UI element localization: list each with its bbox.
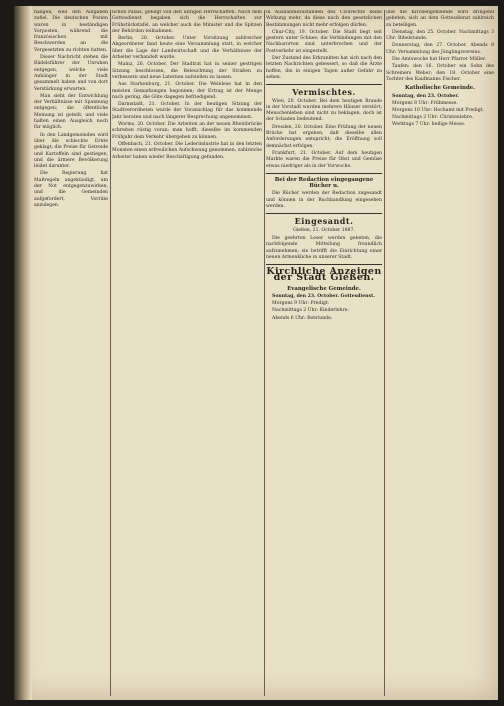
paragraph: Dresden, 20. October. Eine Prüfung der neuen Brücke hat ergeben, daß dieselbe allen Anforderungen entspricht; die Eröffnung soll demnächst erfolgen.: [266, 124, 382, 149]
notice-line: Sonntag, den 23. October. Gottesdienst.: [272, 293, 375, 299]
paragraph: Wien, 20. October. Bei dem heutigen Brande in der Vorstadt wurden mehrere Häuser zerstört; Menschenleben sind nicht zu beklagen, doch ist der Schaden bedeutend.: [266, 98, 382, 123]
newspaper-page: [14, 6, 498, 700]
subsection-title: Evangelische Gemeinde.: [287, 285, 361, 292]
paragraph: Chur-City, 19. October. Die Stadt liegt seit gestern unter Schnee; die Verbindungen mit den Nachbarorten sind unterbrochen und der Postverkehr ist eingestellt.: [266, 29, 382, 54]
paragraph: Die Amtswoche hat Herr Pfarrer Müller.: [392, 57, 486, 63]
paragraph: Donnerstag, den 27. October. Abends 8 Uhr: Versammlung des Jünglingsvereins.: [386, 43, 494, 55]
section-title-church-notices: Kirchliche Anzeigen der Stadt Gießen.: [266, 266, 382, 284]
paragraph: Mainz, 20. October. Der Stadtrat hat in seiner gestrigen Sitzung beschlossen, die Beleuchtung der Straßen zu verbessern und neue Laternen aufstellen zu lassen.: [112, 62, 262, 80]
paragraph: Die geehrten Leser werden gebeten, die nachfolgende Mitteilung freundlich aufzunehmen; sie betrifft die Einrichtung einer neuen Armenküche in unserer Stadt.: [266, 235, 382, 260]
section-rule: [266, 213, 382, 214]
paragraph: Der Zustand des Erkrankten hat sich nach den letzten Nachrichten gebessert, so daß die Ärzte hoffen, ihn in einigen Tagen außer Gefahr zu sehen.: [266, 56, 382, 80]
notice-line: Nachmittags 2 Uhr: Christenlehre.: [392, 115, 474, 121]
column-divider: [384, 10, 385, 696]
paragraph: Frankfurt, 21. October. Auf dem heutigen Markte waren die Preise für Obst und Gemüse etwas niedriger als in der Vorwoche.: [266, 150, 382, 169]
paragraph: Darmstadt, 21. October. In der heutigen Sitzung der Stadtverordneten wurde der Voranschlag für das kommende Jahr beraten und nach längerer Besprechung angenommen.: [112, 102, 262, 120]
paragraph: Berlin, 20. October. Unter Vorsitzung zahlreicher Abgeordneter fand heute eine Versammlung statt, in welcher über die Lage der Landwirtschaft und die Verhältnisse der Arbeiter verhandelt wurde.: [112, 36, 262, 61]
notice-line: Morgens 10 Uhr: Hochamt mit Predigt.: [392, 107, 484, 113]
paragraph: In den Landgemeinden wird über die schlechte Ernte geklagt; die Preise für Getreide und Kartoffeln sind gestiegen, und die ärmere Bevölkerung leidet darunter.: [34, 132, 108, 170]
section-rule: [266, 173, 382, 174]
paragraph: Man sieht der Entwicklung der Verhältnisse mit Spannung entgegen; die öffentliche Meinung ist geteilt, und viele halten einen Ausgleich noch für möglich.: [34, 93, 108, 131]
column-2: [112, 10, 262, 696]
paragraph: Taufen: den 16. October ein Sohn des Schreiners Weber; den 18. October eine Tochter des Kaufmanns Fischer.: [386, 64, 494, 82]
paragraph: hängen, weil den Aufgaben zufiel. Die deutschen Posten waren in beständigen Vorposten, während die französischen mit Beschwerden an die Vorgesetzten zu richten hatten.: [34, 10, 108, 53]
paragraph: Die Bücher werden der Redaction zugesandt und können in der Buchhandlung eingesehen werden.: [266, 191, 382, 210]
paragraph: Offenbach, 21. October. Die Lederindustrie hat in den letzten Monaten einen erfreulichen Aufschwung genommen; zahlreiche Arbeiter haben wieder Beschäftigung gefunden.: [112, 141, 262, 160]
column-divider: [110, 10, 111, 696]
dateline: Gießen, 21. October 1887.: [293, 227, 355, 233]
column-1: [34, 10, 108, 696]
section-title-miscellaneous: Vermischtes.: [292, 87, 356, 98]
binding-gutter: [14, 6, 32, 700]
paragraph: und die Kirchengemeinde wird dringend gebeten, sich an dem Gottesdienst zahlreich zu beteiligen.: [386, 10, 494, 28]
notice-line: Morgens 8 Uhr: Frühmesse.: [392, 100, 458, 106]
editorial-heading: Bei der Redaction eingegangene Bücher u.: [274, 176, 374, 190]
paragraph: lichen Palais, gefolgt von den übrigen Herrschaften. Nach dem Gottesdienst begaben sich die Herrschaften zur Frühstückstafel, an welcher auch die Minister und die Spitzen der Behörden teilnahmen.: [112, 10, 262, 34]
paragraph: Aus Starkenburg, 21. October. Die Weinlese hat in den meisten Gemarkungen begonnen; der Ertrag ist der Menge nach gering, die Güte dagegen befriedigend.: [112, 82, 262, 100]
paragraph: in Ausnahmezuständen des Civilrechts keine Wirkung mehr, da diese nach den gesetzlichen Bestimmungen nicht mehr erfolgen dürfen.: [266, 10, 382, 28]
notice-line: Werktags 7 Uhr: heilige Messe.: [392, 122, 466, 128]
paragraph: Die Regierung hat Maßregeln angekündigt, um der Not entgegenzuwirken, und die Gemeinden aufgefordert, Vorräte anzulegen.: [34, 171, 108, 208]
paragraph: Worms, 20. October. Die Arbeiten an der neuen Rheinbrücke schreiten rüstig voran; man hofft, dieselbe im kommenden Frühjahr dem Verkehr übergeben zu können.: [112, 122, 262, 140]
section-title-submitted: Eingesandt.: [294, 216, 354, 227]
notice-line: Abends 6 Uhr: Betstunde.: [272, 315, 333, 321]
notice-line: Morgens 9 Uhr: Predigt.: [272, 301, 330, 307]
paragraph: Dienstag, den 25. October. Nachmittags 3 Uhr: Bibelstunde.: [386, 29, 494, 42]
notice-line: Sonntag, den 23. October.: [392, 93, 459, 99]
notice-line: Nachmittags 2 Uhr: Kinderlehre.: [272, 308, 349, 314]
column-3: [266, 10, 382, 696]
column-divider: [264, 10, 265, 696]
subsection-title: Katholische Gemeinde.: [404, 85, 476, 92]
column-4: [386, 10, 494, 696]
paragraph: Dieser Nachricht stehen die Rädelsführer der Unruhen entgegen, welche viele Anhänger in der Stadt gesammelt haben und von dort Verstärkung erwarten.: [34, 55, 108, 92]
section-rule: [266, 84, 382, 85]
section-rule: [266, 264, 382, 265]
